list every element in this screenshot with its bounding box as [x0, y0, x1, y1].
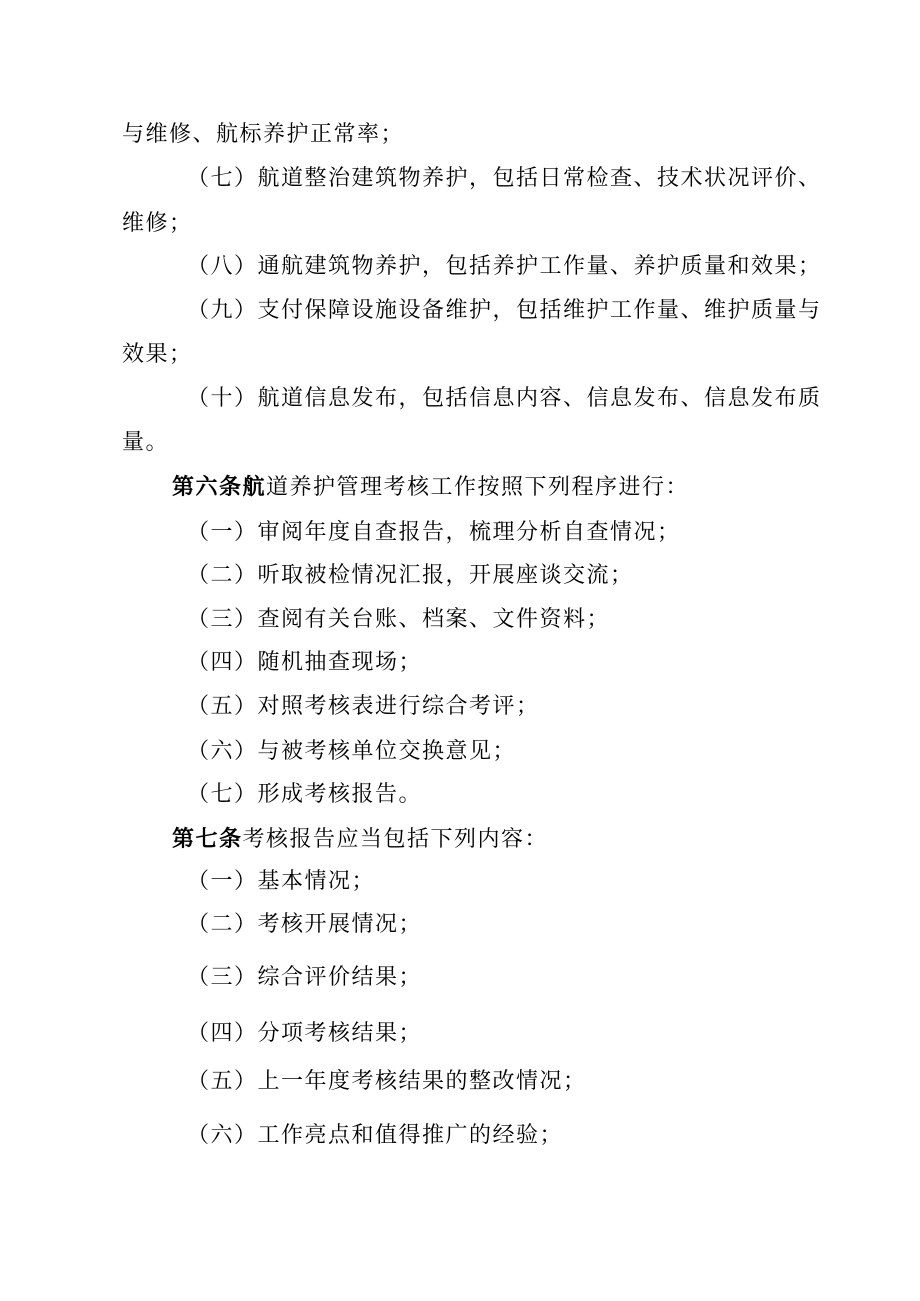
article-6-text: 道养护管理考核工作按照下列程序进行：: [266, 475, 690, 500]
list-item: （五）对照考核表进行综合考评；: [187, 694, 540, 719]
paragraph-line: 与维修、航标养护正常率；: [122, 122, 405, 147]
article-7-title: 第七条: [172, 826, 243, 852]
list-item: （五）上一年度考核结果的整改情况；: [187, 1069, 587, 1094]
article-6-title: 第六条航: [172, 474, 267, 500]
list-item: （四）随机抽查现场；: [187, 650, 423, 675]
list-item: （二）听取被检情况汇报，开展座谈交流；: [187, 563, 634, 588]
list-item: （七）形成考核报告。: [187, 782, 423, 807]
list-item: （六）与被考核单位交换意见；: [187, 739, 517, 764]
list-item: （二）考核开展情况；: [187, 912, 423, 937]
paragraph-line: 效果；: [122, 342, 193, 367]
list-item: （一）基本情况；: [187, 869, 376, 894]
article-7-heading: [172, 824, 548, 855]
paragraph-line: （七）航道整治建筑物养护，包括日常检查、技术状况评价、: [187, 166, 822, 191]
article-7-text: 考核报告应当包括下列内容：: [242, 827, 549, 852]
paragraph-line: 维修；: [122, 211, 193, 236]
list-item: （四）分项考核结果；: [187, 1021, 423, 1046]
paragraph-line: （九）支付保障设施设备维护，包括维护工作量、维护质量与: [187, 298, 822, 323]
paragraph-line: 量。: [122, 430, 170, 455]
paragraph-line: （八）通航建筑物养护，包括养护工作量、养护质量和效果；: [187, 254, 822, 279]
list-item: （三）综合评价结果；: [187, 965, 423, 990]
paragraph-line: （十）航道信息发布，包括信息内容、信息发布、信息发布质: [187, 386, 822, 411]
article-6-heading: [172, 472, 689, 503]
list-item: （三）查阅有关台账、档案、文件资料；: [187, 607, 611, 632]
list-item: （一）审阅年度自查报告，梳理分析自查情况；: [187, 520, 681, 545]
list-item: （六）工作亮点和值得推广的经验；: [187, 1123, 564, 1148]
